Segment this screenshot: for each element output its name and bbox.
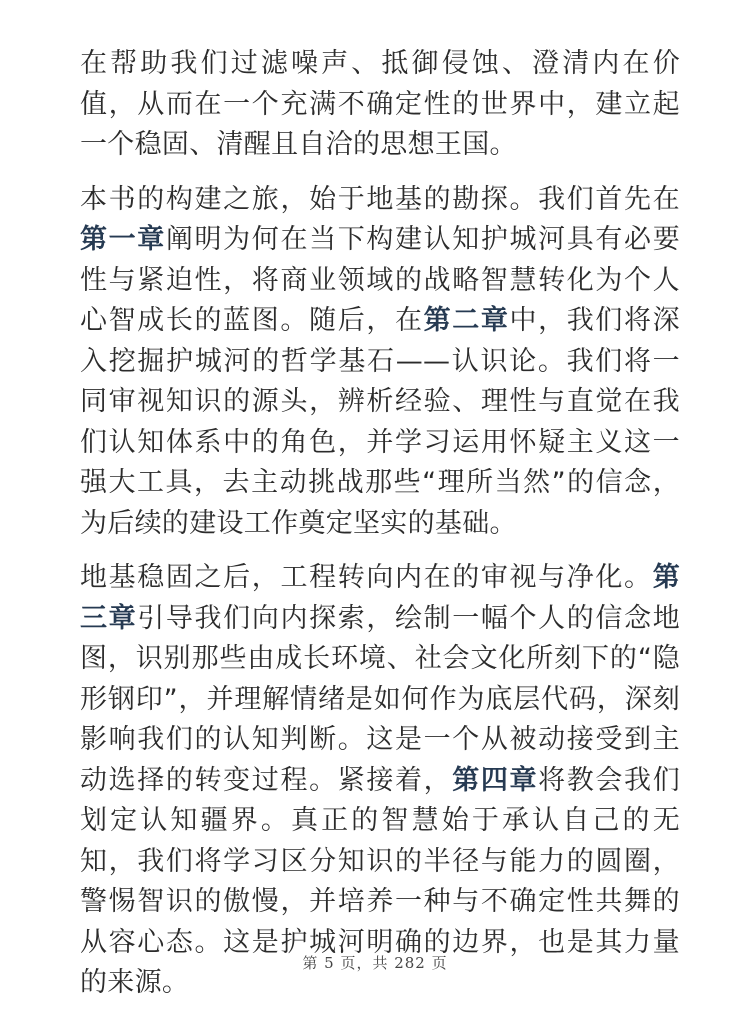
paragraph-text: 阐明为何在当下构建认知护城河具有必要性与紧迫性，将商业领域的战略智慧转化为个人心智成长的蓝图。随后，在 [80, 224, 680, 336]
paragraph-text: 将教会我们划定认知疆界。真正的智慧始于承认自己的无知，我们将学习区分知识的半径与能力的圆圈，警惕智识的傲慢，并培养一种与不确定性共舞的从容心态。这是护城河明确的边界，也是其力量的来源。 [80, 764, 680, 998]
paragraph-text: 本书的构建之旅，始于地基的勘探。我们首先在 [80, 183, 680, 215]
paragraph-text: 中，我们将深入挖掘护城河的哲学基石——认识论。我们将一同审视知识的源头，辨析经验、理性与直觉在我们认知体系中的角色，并学习运用怀疑主义这一强大工具，去主动挑战那些“理所当然”的信念，为后续的建设工作奠定坚实的基础。 [80, 305, 680, 539]
document-body [80, 44, 680, 1018]
chapter-reference-3: 第三章 [80, 562, 680, 634]
chapter-reference-1: 第一章 [80, 224, 166, 255]
page-number-footer: 第 5 页，共 282 页 [302, 954, 448, 972]
paragraph-text: 引导我们向内探索，绘制一幅个人的信念地图，识别那些由成长环境、社会文化所刻下的“隐形钢印”，并理解情绪是如何作为底层代码，深刻影响我们的认知判断。这是一个从被动接受到主动选择的转变过程。紧接着， [80, 602, 680, 796]
chapter-reference-4: 第四章 [452, 764, 539, 796]
paragraph-1 [80, 44, 680, 166]
paragraph-text: 在帮助我们过滤噪声、抵御侵蚀、澄清内在价值，从而在一个充满不确定性的世界中，建立起一个稳固、清醒且自洽的思想王国。 [80, 48, 680, 160]
paragraph-3 [80, 558, 680, 1004]
paragraph-2 [80, 180, 680, 545]
paragraph-text: 地基稳固之后，工程转向内在的审视与净化。 [80, 562, 653, 593]
chapter-reference-2: 第二章 [423, 305, 510, 336]
